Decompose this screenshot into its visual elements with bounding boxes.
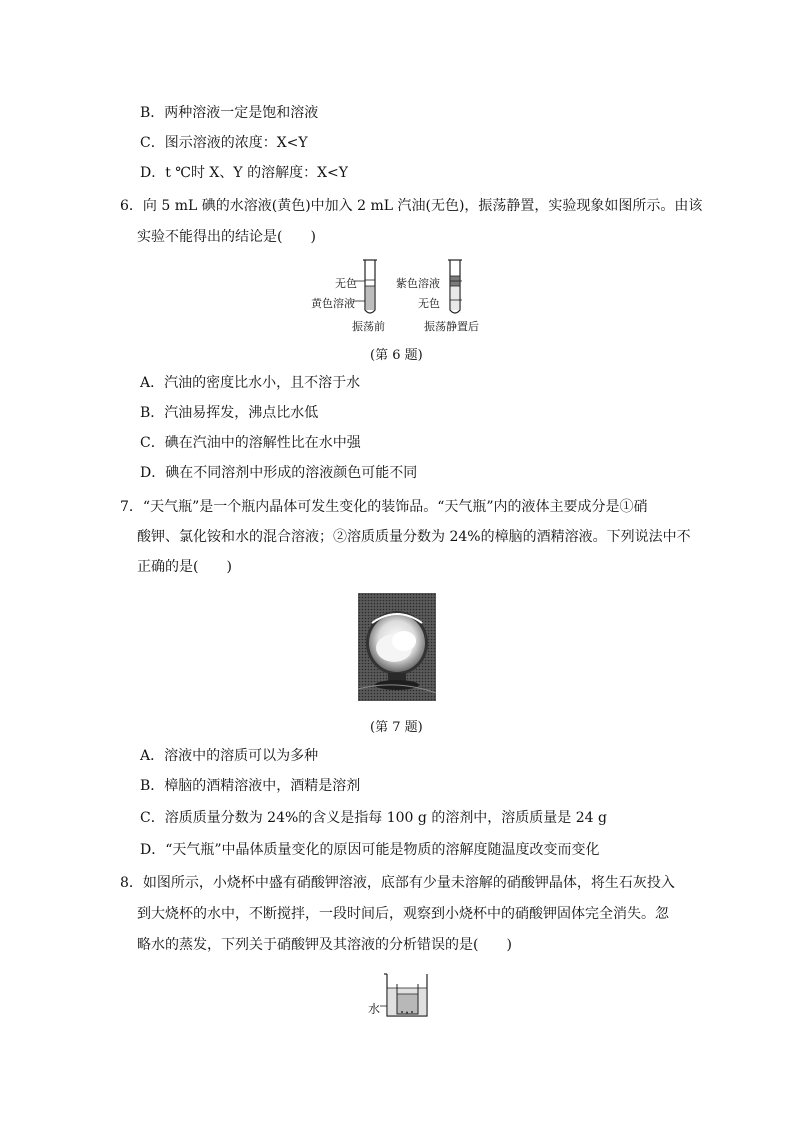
weather-glass-photo-icon: [358, 593, 436, 701]
q7-stem-line3: 正确的是( ): [137, 559, 232, 575]
q8-stem-line2: 到大烧杯的水中，不断搅拌，一段时间后，观察到小烧杯中的硝酸钾固体完全消失。忽: [137, 906, 669, 922]
q6-stem-line2: 实验不能得出的结论是( ): [137, 229, 316, 245]
q6-option-c: C．碘在汽油中的溶解性比在水中强: [140, 435, 361, 451]
test-tube-before-icon: [355, 258, 385, 318]
q7-figure-caption: (第 7 题): [370, 720, 423, 735]
q8-stem-line1: 8．如图所示，小烧杯中盛有硝酸钾溶液，底部有少量未溶解的硝酸钾晶体，将生石灰投入: [120, 875, 675, 891]
q5-option-b: B．两种溶液一定是饱和溶液: [140, 105, 319, 121]
q6-left-top-label: 无色: [335, 277, 357, 290]
q7-stem-line1: 7．“天气瓶”是一个瓶内晶体可发生变化的装饰品。“天气瓶”内的液体主要成分是①硝: [120, 499, 648, 515]
q6-right-bottom-label: 无色: [418, 297, 440, 310]
q6-option-a: A．汽油的密度比水小，且不溶于水: [140, 375, 361, 391]
q7-stem-line2: 酸钾、氯化铵和水的混合溶液；②溶质质量分数为 24%的樟脑的酒精溶液。下列说法中不: [137, 529, 691, 545]
q8-stem-line3: 略水的蒸发，下列关于硝酸钾及其溶液的分析错误的是( ): [137, 937, 512, 953]
q6-stem-line1: 6．向 5 mL 碘的水溶液(黄色)中加入 2 mL 汽油(无色)，振荡静置，实验现象如图所示。由该: [120, 198, 703, 214]
q6-right-caption: 振荡静置后: [424, 320, 479, 333]
q5-option-d: D．t ℃时 X、Y 的溶解度：X<Y: [140, 165, 349, 181]
q6-figure-caption: (第 6 题): [370, 348, 423, 363]
q7-option-a: A．溶液中的溶质可以为多种: [140, 748, 319, 764]
q6-option-b: B．汽油易挥发，沸点比水低: [140, 405, 319, 421]
q6-left-bottom-label: 黄色溶液: [311, 297, 355, 310]
q6-option-d: D．碘在不同溶剂中形成的溶液颜色可能不同: [140, 465, 418, 481]
q6-right-top-label: 紫色溶液: [396, 277, 440, 290]
q7-option-c: C．溶质质量分数为 24%的含义是指每 100 g 的溶剂中，溶质质量是 24 g: [140, 810, 607, 826]
q7-option-d: D．“天气瓶”中晶体质量变化的原因可能是物质的溶解度随温度改变而变化: [140, 842, 600, 858]
beaker-diagram-icon: [382, 972, 432, 1022]
test-tube-after-icon: [440, 258, 470, 318]
q6-left-caption: 振荡前: [352, 320, 385, 333]
q8-water-label: 水: [368, 1002, 381, 1016]
q7-option-b: B．樟脑的酒精溶液中，酒精是溶剂: [140, 778, 361, 794]
q5-option-c: C．图示溶液的浓度：X<Y: [140, 135, 308, 151]
